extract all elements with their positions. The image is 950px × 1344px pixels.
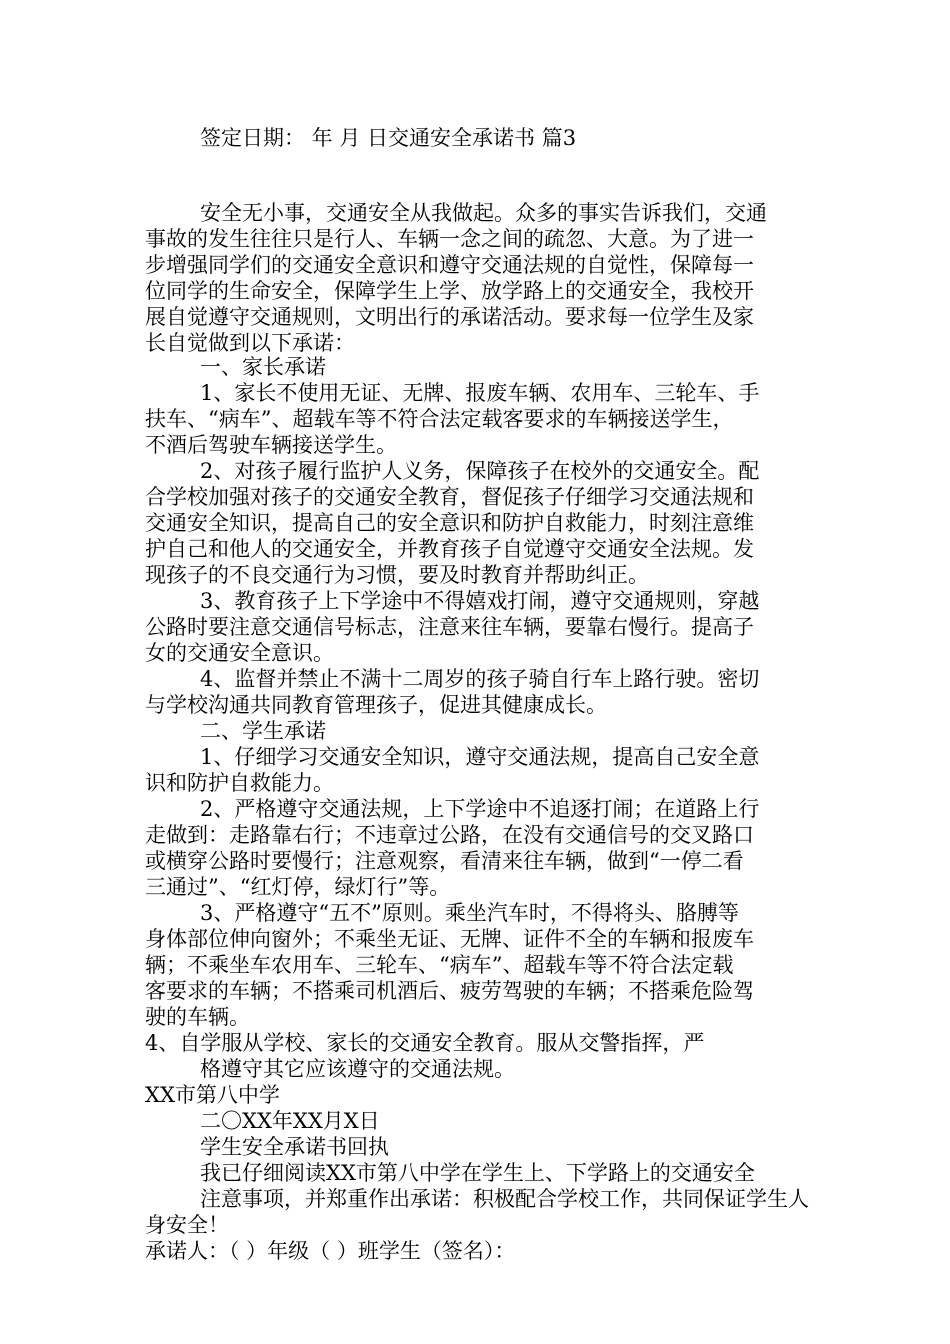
text-line: 承诺人：（ ）年级（ ）班学生（签名）：	[145, 1239, 516, 1263]
text-line: 合学校加强对孩子的交通安全教育，督促孩子仔细学习交通法规和	[145, 485, 754, 509]
signature-date: 学生安全承诺书回执	[200, 1135, 389, 1159]
text-line: 2、严格遵守交通法规，上下学途中不追逐打闹；在道路上行	[200, 797, 760, 821]
text-line: 护自己和他人的交通安全，并教育孩子自觉遵守交通安全法规。发	[145, 537, 754, 561]
text-line: 格遵守其它应该遵守的交通法规。	[200, 1057, 515, 1081]
text-line: 事故的发生往往只是行人、车辆一念之间的疏忽、大意。为了进一	[145, 227, 754, 251]
text-line: 公路时要注意交通信号标志，注意来往车辆，要靠右慢行。提高子	[145, 615, 754, 639]
text-line: 身体部位伸向窗外；不乘坐无证、无牌、证件不全的车辆和报废车	[145, 927, 754, 951]
receipt-title: 我已仔细阅读XX市第八中学在学生上、下学路上的交通安全	[200, 1161, 755, 1185]
text-line: 或横穿公路时要慢行；注意观察，看清来往车辆，做到“一停二看	[145, 849, 744, 873]
text-line: 不酒后驾驶车辆接送学生。	[145, 433, 397, 457]
text-line: 注意事项，并郑重作出承诺：积极配合学校工作，共同保证学生人	[200, 1187, 809, 1211]
text-line: 1、家长不使用无证、无牌、报废车辆、农用车、三轮车、手	[200, 381, 760, 405]
text-line: 现孩子的不良交通行为习惯，要及时教育并帮助纠正。	[145, 563, 649, 587]
text-line: 4、自学服从学校、家长的交通安全教育。服从交警指挥，严	[145, 1031, 705, 1055]
section-heading: 一、家长承诺	[200, 355, 326, 379]
text-line: 交通安全知识，提高自己的安全意识和防护自救能力，时刻注意维	[145, 511, 754, 535]
text-line: 客要求的车辆；不搭乘司机酒后、疲劳驾驶的车辆；不搭乘危险驾	[145, 979, 754, 1003]
text-line: 4、监督并禁止不满十二周岁的孩子骑自行车上路行驶。密切	[200, 667, 760, 691]
text-line: 步增强同学们的交通安全意识和遵守交通法规的自觉性，保障每一	[145, 253, 754, 277]
signer-line	[200, 1264, 825, 1290]
text-line: 2、对孩子履行监护人义务，保障孩子在校外的交通安全。配	[200, 459, 760, 483]
signature-school: 二〇XX年XX月X日	[200, 1109, 380, 1133]
text-line: 走做到：走路靠右行；不违章过公路，在没有交通信号的交叉路口	[145, 823, 754, 847]
text-line: 长自觉做到以下承诺：	[145, 331, 355, 355]
text-line: 3、教育孩子上下学途中不得嬉戏打闹，遵守交通规则，穿越	[200, 589, 760, 613]
header-line: 签定日期： 年 月 日交通安全承诺书 篇3	[200, 126, 577, 150]
text-line: 女的交通安全意识。	[145, 641, 334, 665]
text-line: 驶的车辆。	[145, 1005, 250, 1029]
text-line: 3、严格遵守“五不”原则。乘坐汽车时，不得将头、胳膊等	[200, 901, 739, 925]
text-line: 识和防护自救能力。	[145, 771, 334, 795]
text-line: XX市第八中学	[145, 1083, 280, 1107]
text-line: 身安全！	[145, 1213, 229, 1237]
text-line: 三通过”、“红灯停，绿灯行”等。	[145, 875, 451, 899]
text-line: 展自觉遵守交通规则，文明出行的承诺活动。要求每一位学生及家	[145, 305, 754, 329]
text-line: 安全无小事，交通安全从我做起。众多的事实告诉我们，交通	[200, 201, 767, 225]
text-line: 与学校沟通共同教育管理孩子，促进其健康成长。	[145, 693, 607, 717]
section-heading: 二、学生承诺	[200, 719, 326, 743]
text-line: 扶车、“病车”、超载车等不符合法定载客要求的车辆接送学生，	[145, 407, 734, 431]
text-line: 辆；不乘坐车农用车、三轮车、“病车”、超载车等不符合法定载	[145, 953, 734, 977]
text-line: 1、仔细学习交通安全知识，遵守交通法规，提高自己安全意	[200, 745, 760, 769]
text-line: 位同学的生命安全，保障学生上学、放学路上的交通安全，我校开	[145, 279, 754, 303]
